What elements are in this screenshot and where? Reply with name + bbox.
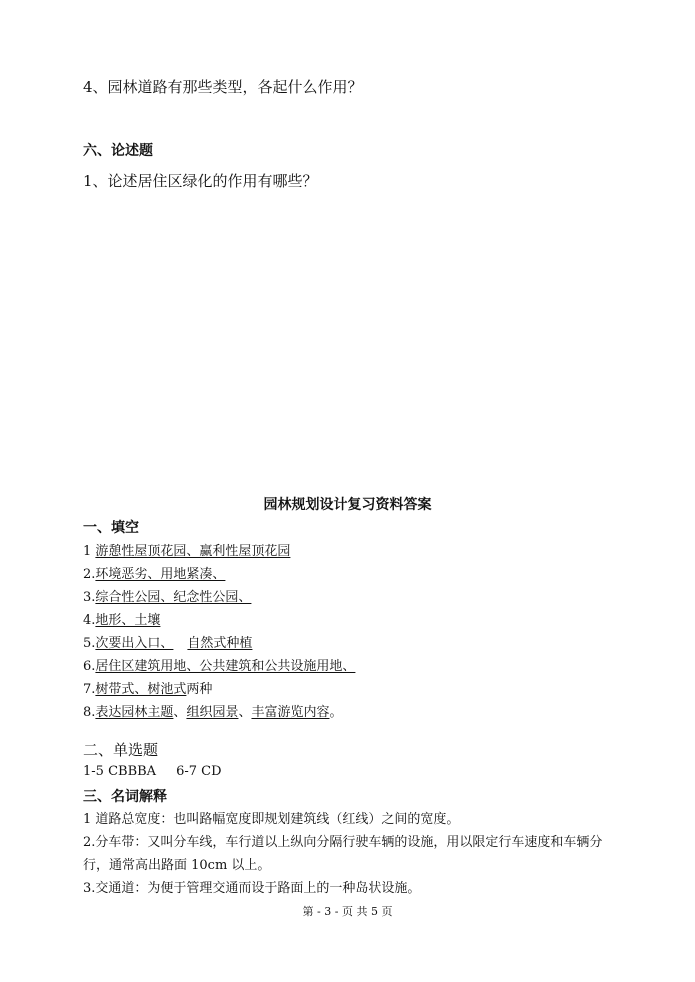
fill-item xyxy=(83,609,160,628)
fill-answer: 自然式种植 xyxy=(187,636,253,651)
fill-answer: 环境恶劣、用地紧凑、 xyxy=(95,567,226,582)
terms-title: 三、名词解释 xyxy=(83,789,167,805)
term-3: 3.交通道：为便于管理交通而设于路面上的一种岛状设施。 xyxy=(83,881,421,896)
fill-item xyxy=(83,678,212,697)
fill-separator: 、 xyxy=(238,705,252,720)
fill-answer: 表达园林主题 xyxy=(95,705,174,720)
fill-answer: 树带式、树池式 xyxy=(95,682,187,697)
term-1: 1 道路总宽度：也叫路幅宽度即规划建筑线（红线）之间的宽度。 xyxy=(83,812,460,827)
section-6-title: 六、论述题 xyxy=(83,143,153,159)
fill-item xyxy=(83,563,225,582)
fill-item-number: 8. xyxy=(83,705,96,720)
fill-item-number: 5. xyxy=(83,636,96,651)
single-choice-answers xyxy=(83,764,222,779)
fill-item xyxy=(83,632,252,651)
answer-title: 园林规划设计复习资料答案 xyxy=(263,497,432,513)
fill-answer: 丰富游览内容 xyxy=(251,705,330,720)
fill-item-number: 7. xyxy=(83,682,96,697)
fill-item xyxy=(83,701,343,720)
fill-item xyxy=(83,540,290,559)
fill-answer: 地形、土壤 xyxy=(95,613,161,628)
fill-item xyxy=(83,655,355,674)
single-choice-title: 二、单选题 xyxy=(83,741,159,759)
question-4: 4、园林道路有那些类型，各起什么作用？ xyxy=(83,78,363,96)
fill-answer: 综合性公园、纪念性公园、 xyxy=(95,590,252,605)
fill-answer: 居住区建筑用地、公共建筑和公共设施用地、 xyxy=(95,659,356,674)
fill-item-number: 4. xyxy=(83,613,96,628)
fill-suffix: 。 xyxy=(329,705,343,720)
fill-separator: 、 xyxy=(173,705,187,720)
fill-title: 一、填空 xyxy=(83,520,139,536)
fill-item xyxy=(83,586,251,605)
term-2-line-1: 2.分车带：又叫分车线，车行道以上纵向分隔行驶车辆的设施，用以限定行车速度和车辆分 xyxy=(83,835,603,850)
fill-answer: 游憩性屋顶花园、赢利性屋顶花园 xyxy=(95,544,291,559)
question-6-1: 1、论述居住区绿化的作用有哪些？ xyxy=(83,172,318,190)
fill-item-number: 1 xyxy=(83,544,96,559)
answers-6-7: 6-7 CD xyxy=(176,764,222,779)
page-footer: 第 - 3 - 页 共 5 页 xyxy=(302,905,393,918)
term-2-line-2: 行，通常高出路面 10cm 以上。 xyxy=(83,858,271,873)
fill-item-number: 3. xyxy=(83,590,96,605)
fill-item-number: 2. xyxy=(83,567,96,582)
fill-suffix: 两种 xyxy=(186,682,213,697)
answers-1-5: 1-5 CBBBA xyxy=(83,764,157,779)
fill-answer: 组织园景 xyxy=(186,705,239,720)
fill-item-number: 6. xyxy=(83,659,96,674)
fill-answer: 次要出入口、 xyxy=(95,636,174,651)
